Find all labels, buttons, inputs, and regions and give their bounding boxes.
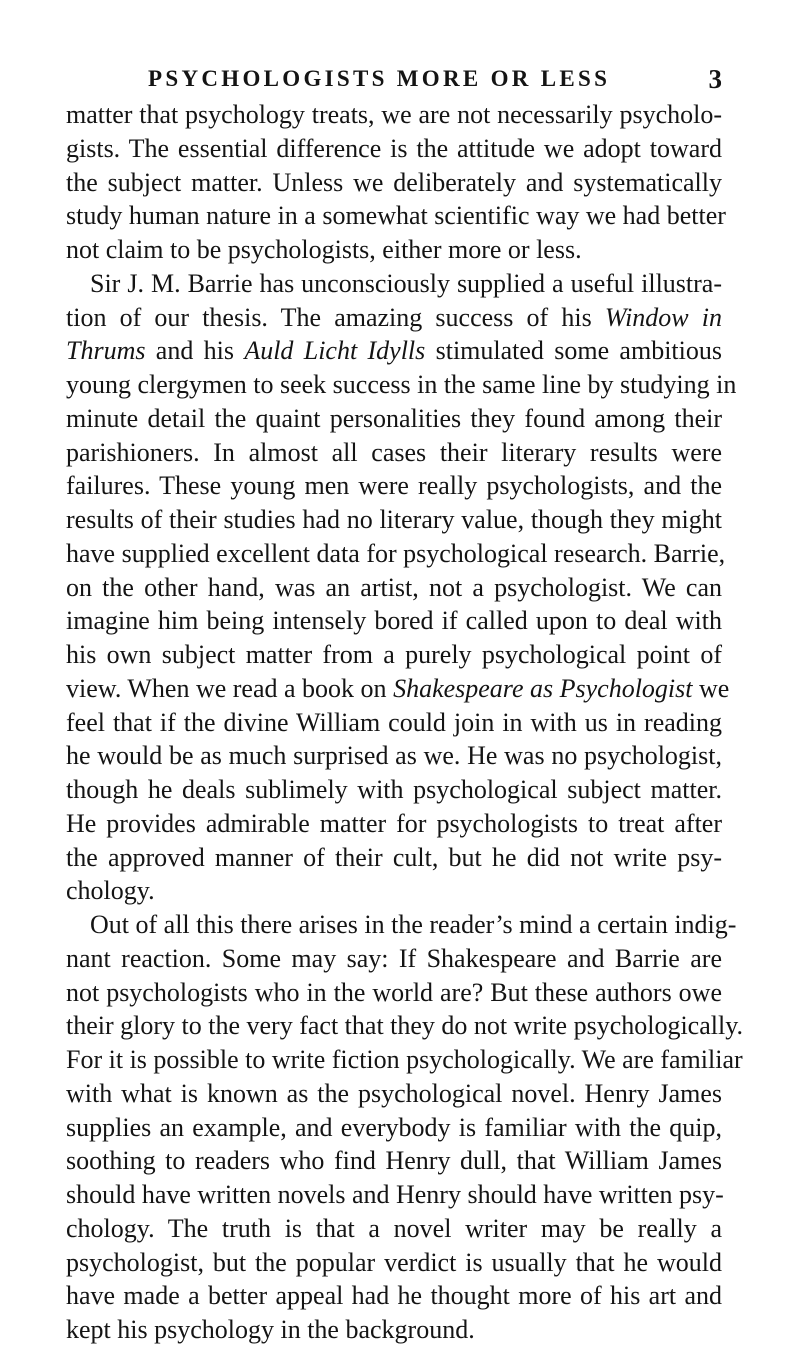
text-line: though he deals sublimely with psychological subject matter. (66, 775, 722, 804)
text-line: chology. (66, 876, 155, 906)
text-run: stimulated some ambitious (425, 336, 722, 366)
text-line: imagine him being intensely bored if called upon to deal with (66, 606, 722, 636)
text-line: should have written novels and Henry should have written psy- (66, 1180, 724, 1209)
text-line: with what is known as the psychological novel. Henry James (66, 1078, 722, 1108)
text-line: parishioners. In almost all cases their literary results were (66, 437, 722, 467)
text-line: psychologist, but the popular verdict is usually that he would (66, 1247, 722, 1277)
text-line: have supplied excellent data for psychological research. Barrie, (66, 538, 726, 568)
text-line: not claim to be psychologists, either more or less. (66, 235, 582, 264)
text-line: nant reaction. Some may say: If Shakespeare and Barrie are (66, 943, 722, 973)
text-line: his own subject matter from a purely psychological point of (66, 640, 722, 669)
book-title: Shakespeare as Psychologist (393, 673, 693, 703)
text-run: view. When we read a book on (66, 673, 394, 703)
text-line: He provides admirable matter for psychologists to treat after (66, 808, 722, 838)
text-line: matter that psychology treats, we are not necessarily psycholo- (66, 100, 722, 129)
text-line: the approved manner of their cult, but he did not write psy- (66, 842, 722, 872)
text-line: Sir J. M. Barrie has unconsciously supplied a useful illustra- (90, 268, 722, 298)
text-line: supplies an example, and everybody is familiar with the quip, (66, 1112, 722, 1142)
text-line: Out of all this there arises in the reader’s mind a certain indig- (90, 910, 737, 939)
text-line: have made a better appeal had he thought more of his art and (66, 1281, 722, 1311)
book-title: Window in (604, 302, 723, 332)
text-line (66, 334, 722, 368)
text-line: failures. These young men were really psychologists, and the (66, 471, 722, 501)
text-run: tion of our thesis. The amazing success of his (66, 302, 605, 332)
body-text (66, 98, 744, 1347)
text-line: feel that if the divine William could join in with us in reading (66, 707, 722, 737)
book-title: Auld Licht Idylls (244, 336, 426, 366)
text-line: the subject matter. Unless we deliberately and systematically (66, 167, 722, 197)
text-line: kept his psychology in the background. (66, 1315, 475, 1344)
text-line (66, 301, 722, 335)
page-number: 3 (708, 64, 722, 94)
text-line: chology. The truth is that a novel writer may be really a (66, 1213, 722, 1243)
running-head-title: PSYCHOLOGISTS MORE OR LESS (148, 66, 611, 91)
book-title: Thrums (66, 336, 146, 366)
text-line: study human nature in a somewhat scientific way we had better (66, 201, 726, 231)
text-line: results of their studies had no literary value, though they might (66, 505, 722, 534)
text-line: soothing to readers who find Henry dull, that William James (66, 1146, 722, 1176)
text-line: not psychologists who in the world are? But these authors owe (66, 977, 722, 1007)
text-line: on the other hand, was an artist, not a psychologist. We can (66, 572, 722, 602)
text-line: their glory to the very fact that they do not write psychologically. (66, 1011, 744, 1041)
text-line: gists. The essential difference is the attitude we adopt toward (66, 133, 722, 163)
text-line: For it is possible to write fiction psychologically. We are familiar (66, 1045, 743, 1074)
text-run: we (692, 673, 730, 703)
text-run: and his (145, 336, 245, 366)
text-line: young clergymen to seek success in the same line by studying in (66, 370, 737, 399)
text-line: he would be as much surprised as we. He was no psychologist, (66, 741, 722, 771)
text-line (66, 672, 730, 706)
running-head (148, 62, 722, 96)
text-line: minute detail the quaint personalities they found among their (66, 403, 722, 433)
